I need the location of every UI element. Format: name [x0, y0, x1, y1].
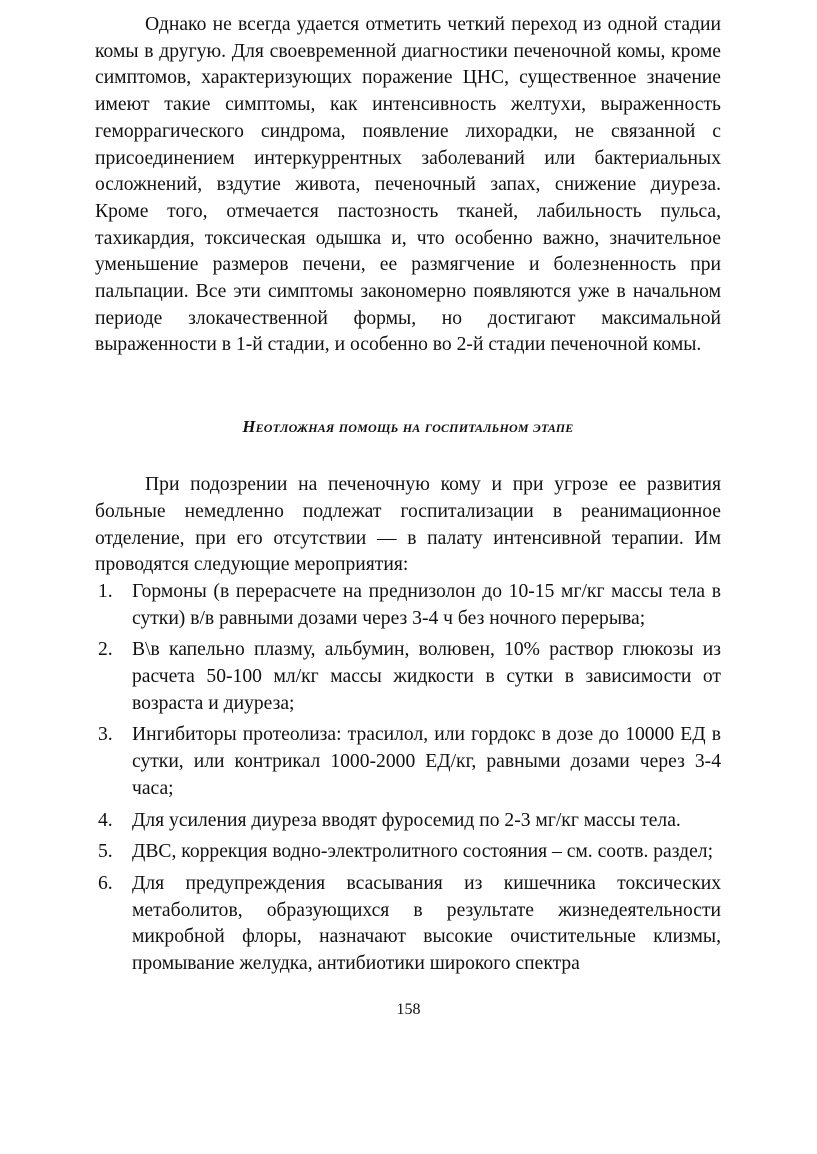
list-item: [95, 871, 721, 978]
page-body: [95, 12, 721, 983]
list-item-text: Ингибиторы протеолиза: трасилол, или гордокс в дозе до 10000 ЕД в сутки, или контрикал 1000-2000 ЕД/кг, равными дозами через 3-4 часа;: [132, 724, 721, 799]
list-item-number: 2.: [98, 639, 113, 661]
list-item-text: Для предупреждения всасывания из кишечника токсических метаболитов, образующихся в результате жизнедеятельности микробной флоры, назначают высокие очистительные клизмы, промывание желудка, антибиотики широкого спектра: [132, 872, 721, 975]
list-item-number: 1.: [98, 580, 113, 602]
list-item-text: ДВС, коррекция водно-электролитного состояния – см. соотв. раздел;: [132, 841, 714, 863]
list-item-number: 5.: [98, 841, 113, 863]
list-item-text: В\в капельно плазму, альбумин, волювен, 10% раствор глюкозы из расчета 50-100 мл/кг массы жидкости в сутки в зависимости от возраста и диуреза;: [132, 639, 721, 714]
list-item: [95, 722, 721, 802]
list-item: [95, 839, 721, 866]
list-item-number: 6.: [98, 872, 113, 894]
page-number: 158: [396, 1001, 421, 1018]
list-item-text: Гормоны (в перерасчете на преднизолон до 10-15 мг/кг массы тела в сутки) в/в равными дозами через 3-4 ч без ночного перерыва;: [132, 580, 721, 629]
paragraph-intro: Однако не всегда удается отметить четкий переход из одной стадии комы в другую. Для своевременной диагностики печеночной комы, кроме симптомов, характеризующих поражение ЦНС, существенное значение имеют такие симптомы, как интенсивность желтухи, выраженность геморрагического синдрома, появление лихорадки, не связанной с присоединением интеркуррентных заболеваний или бактериальных осложнений, вздутие живота, печеночный запах, снижение диуреза. Кроме того, отмечается пастозность тканей, лабильность пульса, тахикардия, токсическая одышка и, что особенно важно, значительное уменьшение размеров печени, ее размягчение и болезненность при пальпации. Все эти симптомы закономерно появляются уже в начальном периоде злокачественной формы, но достигают максимальной выраженности в 1-й стадии, и особенно во 2-й стадии печеночной комы.: [95, 14, 721, 356]
list-item-number: 4.: [98, 809, 113, 831]
paragraph-hospital: При подозрении на печеночную кому и при угрозе ее развития больные немедленно подлежат госпитализации в реанимационное отделение, при его отсутствии — в палату интенсивной терапии. Им проводятся следующие мероприятия:: [95, 474, 721, 576]
list-item: [95, 579, 721, 632]
list-item-number: 3.: [98, 724, 113, 746]
list-item: [95, 808, 721, 835]
section-heading: Неотложная помощь на госпитальном этапе: [242, 417, 574, 437]
list-item: [95, 637, 721, 717]
list-item-text: Для усиления диуреза вводят фуросемид по 2-3 мг/кг массы тела.: [132, 809, 681, 831]
measures-list: [95, 579, 721, 978]
